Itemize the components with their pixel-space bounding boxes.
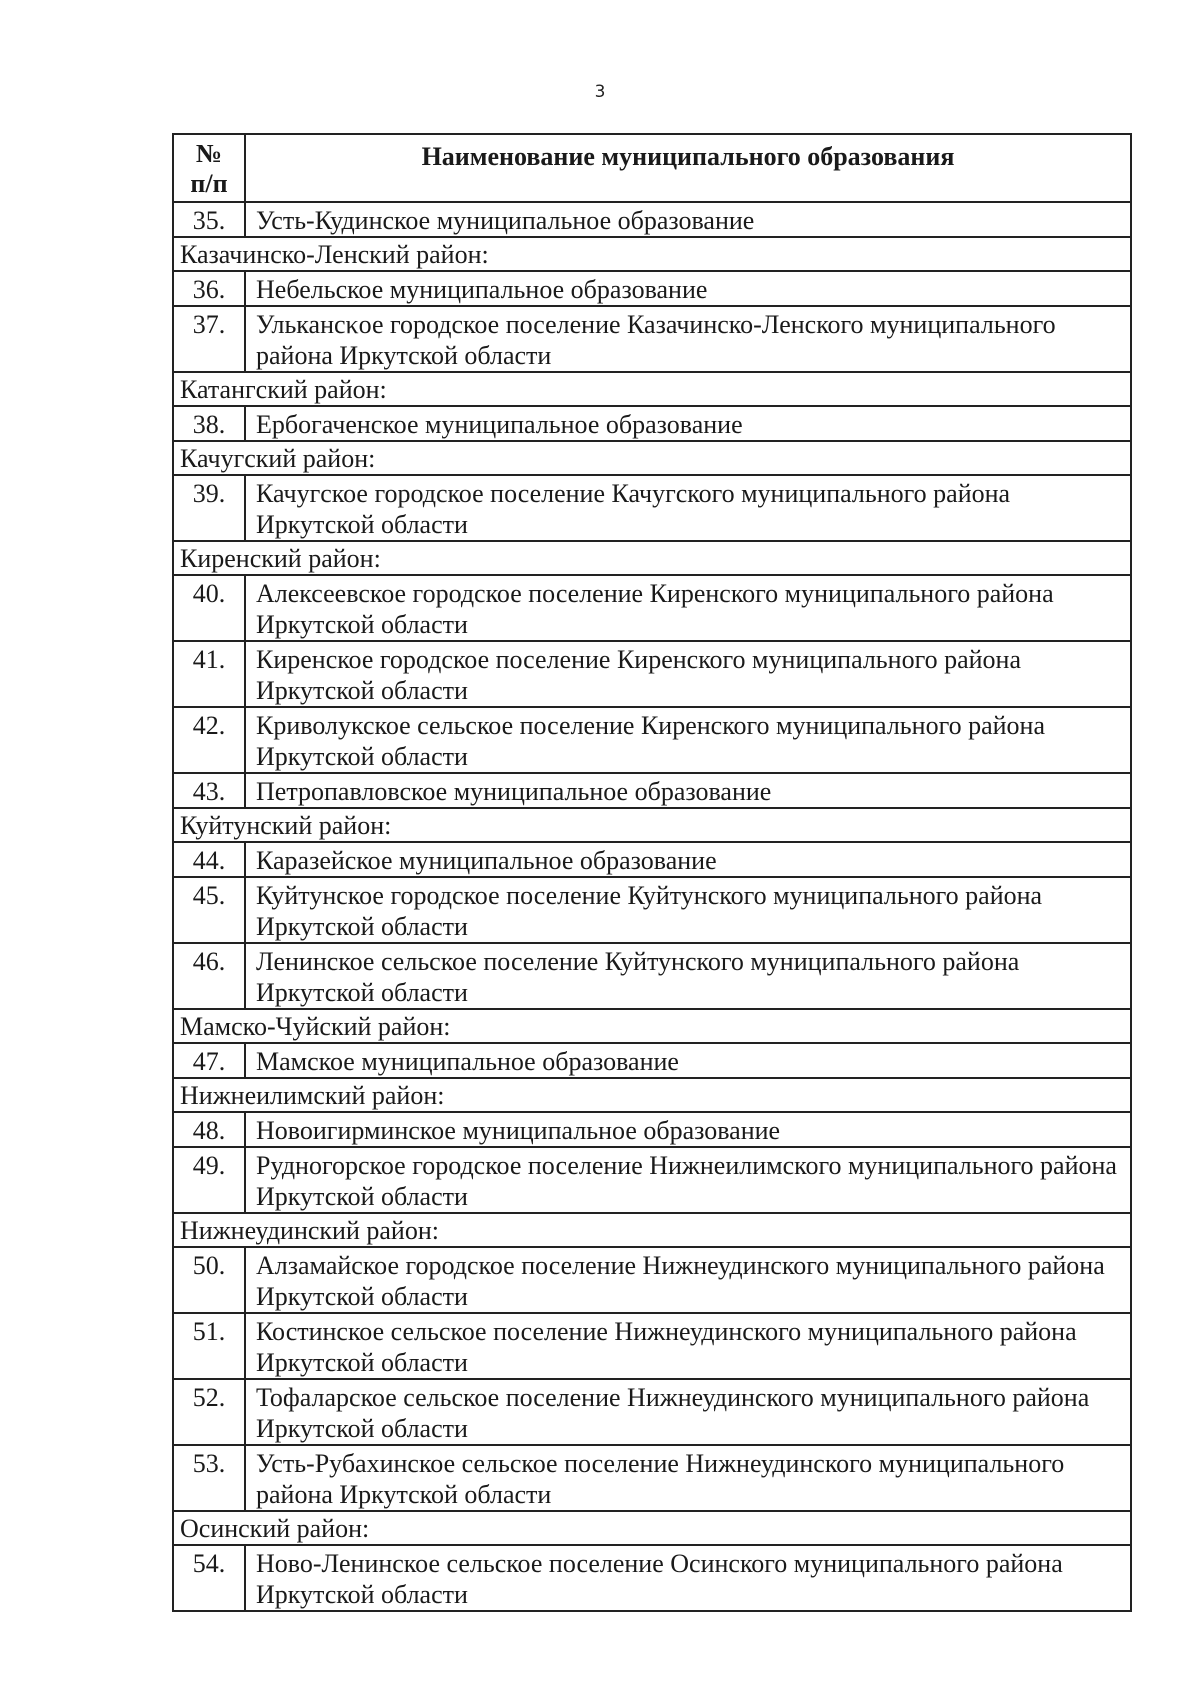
district-row	[173, 1511, 1131, 1545]
municipality-name: Ленинское сельское поселение Куйтунского муниципального района Иркутской области	[245, 943, 1131, 1009]
row-number: 42.	[173, 707, 245, 773]
table-row	[173, 406, 1131, 441]
row-number: 49.	[173, 1147, 245, 1213]
municipality-name: Ербогаченское муниципальное образование	[245, 406, 1131, 441]
municipality-name: Куйтунское городское поселение Куйтунского муниципального района Иркутской области	[245, 877, 1131, 943]
table-row	[173, 641, 1131, 707]
municipality-name: Мамское муниципальное образование	[245, 1043, 1131, 1078]
row-number: 35.	[173, 202, 245, 237]
municipality-name: Усть-Рубахинское сельское поселение Нижнеудинского муниципального района Иркутской области	[245, 1445, 1131, 1511]
district-row	[173, 372, 1131, 406]
table-header-row	[173, 134, 1131, 202]
municipality-name: Алексеевское городское поселение Киренского муниципального района Иркутской области	[245, 575, 1131, 641]
row-number: 45.	[173, 877, 245, 943]
row-number: 54.	[173, 1545, 245, 1611]
district-row	[173, 441, 1131, 475]
district-name: Куйтунский район:	[173, 808, 1131, 842]
table-row	[173, 842, 1131, 877]
row-number: 37.	[173, 306, 245, 372]
municipality-name: Каразейское муниципальное образование	[245, 842, 1131, 877]
table-row	[173, 575, 1131, 641]
district-row	[173, 237, 1131, 271]
district-row	[173, 1078, 1131, 1112]
number-header-line2: п/п	[190, 169, 228, 198]
table-row	[173, 1313, 1131, 1379]
table-row	[173, 943, 1131, 1009]
district-name: Качугский район:	[173, 441, 1131, 475]
district-name: Катангский район:	[173, 372, 1131, 406]
row-number: 51.	[173, 1313, 245, 1379]
table-row	[173, 202, 1131, 237]
municipality-name: Небельское муниципальное образование	[245, 271, 1131, 306]
municipality-name: Ново-Ленинское сельское поселение Осинского муниципального района Иркутской области	[245, 1545, 1131, 1611]
district-name: Нижнеудинский район:	[173, 1213, 1131, 1247]
row-number: 41.	[173, 641, 245, 707]
row-number: 38.	[173, 406, 245, 441]
row-number: 44.	[173, 842, 245, 877]
municipality-name: Качугское городское поселение Качугского муниципального района Иркутской области	[245, 475, 1131, 541]
row-number: 46.	[173, 943, 245, 1009]
table-row	[173, 1379, 1131, 1445]
row-number: 50.	[173, 1247, 245, 1313]
table-row	[173, 1043, 1131, 1078]
district-name: Мамско-Чуйский район:	[173, 1009, 1131, 1043]
district-row	[173, 1213, 1131, 1247]
municipality-name: Улькансκое городское поселение Казачинско-Ленского муниципального района Иркутской области	[245, 306, 1131, 372]
table-body	[173, 202, 1131, 1611]
district-row	[173, 808, 1131, 842]
number-column-header	[173, 134, 245, 202]
row-number: 53.	[173, 1445, 245, 1511]
table-row	[173, 1112, 1131, 1147]
table-row	[173, 1445, 1131, 1511]
row-number: 47.	[173, 1043, 245, 1078]
district-row	[173, 541, 1131, 575]
municipality-name: Рудногорское городское поселение Нижнеилимского муниципального района Иркутской области	[245, 1147, 1131, 1213]
number-header-line1: №	[195, 139, 223, 168]
municipality-name: Петропавловское муниципальное образование	[245, 773, 1131, 808]
table-row	[173, 475, 1131, 541]
row-number: 40.	[173, 575, 245, 641]
table-row	[173, 306, 1131, 372]
page-number: 3	[594, 82, 606, 102]
table-row	[173, 271, 1131, 306]
row-number: 52.	[173, 1379, 245, 1445]
municipality-name: Усть-Кудинское муниципальное образование	[245, 202, 1131, 237]
row-number: 48.	[173, 1112, 245, 1147]
row-number: 39.	[173, 475, 245, 541]
table-row	[173, 773, 1131, 808]
table-row	[173, 1247, 1131, 1313]
district-name: Осинский район:	[173, 1511, 1131, 1545]
table-row	[173, 877, 1131, 943]
municipality-name: Костинское сельское поселение Нижнеудинского муниципального района Иркутской области	[245, 1313, 1131, 1379]
district-row	[173, 1009, 1131, 1043]
municipality-name: Криволукское сельское поселение Киренского муниципального района Иркутской области	[245, 707, 1131, 773]
municipality-name: Новоигирминское муниципальное образование	[245, 1112, 1131, 1147]
municipality-name: Киренское городское поселение Киренского муниципального района Иркутской области	[245, 641, 1131, 707]
municipality-name: Алзамайское городское поселение Нижнеудинского муниципального района Иркутской области	[245, 1247, 1131, 1313]
table-row	[173, 1545, 1131, 1611]
table-row	[173, 707, 1131, 773]
row-number: 43.	[173, 773, 245, 808]
district-name: Нижнеилимский район:	[173, 1078, 1131, 1112]
municipalities-table	[172, 133, 1132, 1612]
district-name: Казачинско-Ленский район:	[173, 237, 1131, 271]
row-number: 36.	[173, 271, 245, 306]
table-row	[173, 1147, 1131, 1213]
name-column-header: Наименование муниципального образования	[245, 134, 1131, 202]
district-name: Киренский район:	[173, 541, 1131, 575]
municipality-name: Тофаларское сельское поселение Нижнеудинского муниципального района Иркутской области	[245, 1379, 1131, 1445]
